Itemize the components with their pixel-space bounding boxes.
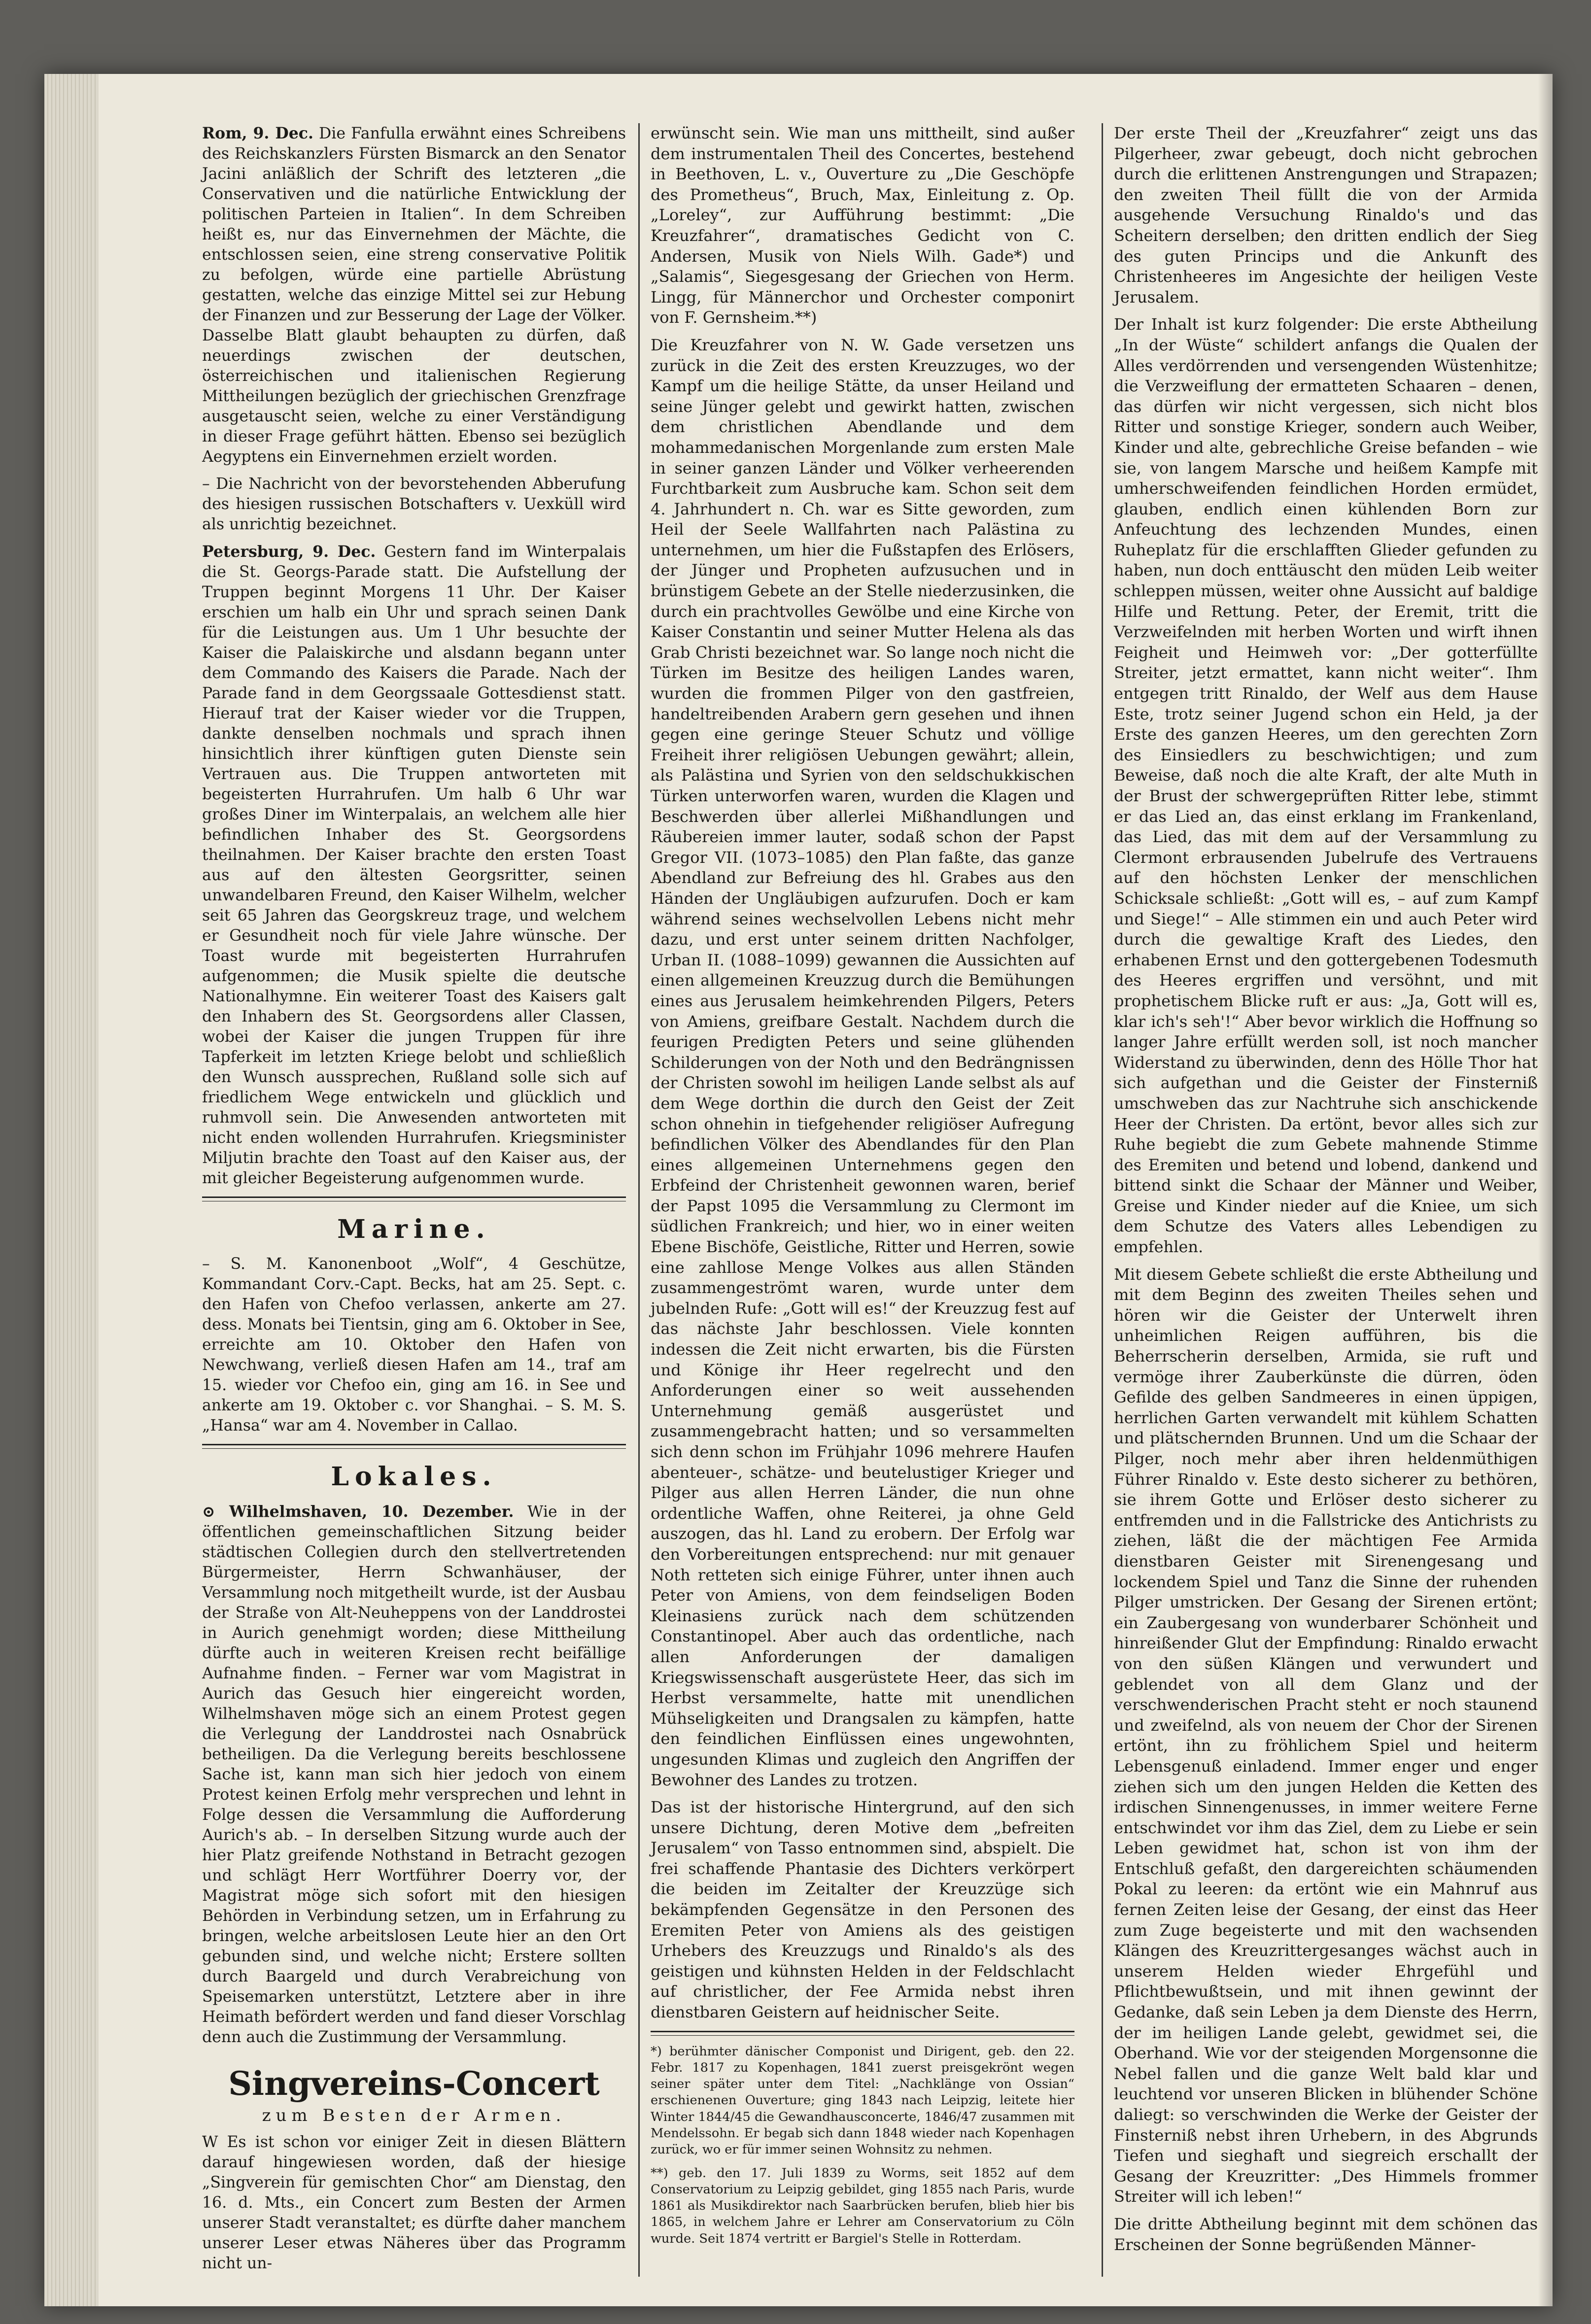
concert-heading: Singvereins-Concert: [228, 2064, 600, 2103]
concert-subheading: zum Besten der Armen.: [262, 2106, 566, 2125]
news-rom: [202, 123, 626, 467]
news-text: Gestern fand im Winterpalais die St. Georgs-Parade statt. Die Aufstellung der Truppen beginnt Morgens 11 Uhr. Der Kaiser erschien um halb ein Uhr und sprach seinen Dank für die Leistungen aus. Um 1 Uhr besuchte der Kaiser die Palaiskirche und alsdann begann unter dem Commando des Kaisers die Parade. Nach der Parade fand in dem Georgssaale Gottesdienst statt. Hierauf trat der Kaiser wieder vor die Truppen, dankte denselben nochmals und sprach ihnen hinsichtlich ihrer künftigen guten Dienste sein Vertrauen aus. Die Truppen antworteten mit begeisterten Hurrahrufen. Um halb 6 Uhr war großes Diner im Winterpalais, an welchem alle hier befindlichen Inhaber des St. Georgsordens theilnahmen. Der Kaiser brachte den ersten Toast aus auf den ältesten Georgsritter, seinen unwandelbaren Freund, den Kaiser Wilhelm, welcher seit 65 Jahren das Georgskreuz trage, und welchem er Gesundheit noch für viele Jahre wünsche. Der Toast wurde mit begeisterten Hurrahrufen aufgenommen; die Musik spielte die deutsche Nationalhymne. Ein weiterer Toast des Kaisers galt den Inhabern des St. Georgsordens aller Classen, wobei der Kaiser die jungen Truppen für ihre Tapferkeit im letzten Kriege belobt und schließlich den Wunsch aussprechen, Rußland solle sich auf friedlichem Wege entwickeln und glücklich und ruhmvoll sein. Die Anwesenden antworteten mit nicht enden wollenden Hurrahrufen. Kriegsminister Miljutin brachte den Toast auf den Kaiser aus, der mit gleicher Begeisterung aufgenommen wurde.: [202, 543, 626, 1187]
concert-program: erwünscht sein. Wie man uns mittheilt, sind außer dem instrumentalen Theil des Concertes, bestehend in Beethoven, L. v., Ouverture zu „Die Geschöpfe des Prometheus“, Bruch, Max, Einleitung z. Op. „Loreley“, zur Aufführung bestimmt: „Die Kreuzfahrer“, dramatisches Gedicht von C. Andersen, Musik von Niels Wilh. Gade*) und „Salamis“, Siegesgesang der Griechen von Herm. Lingg, für Männerchor und Orchester componirt von F. Gernsheim.**): [651, 124, 1074, 327]
dateline-wilhelmshaven: ⊙ Wilhelmshaven, 10. Dezember.: [202, 1503, 514, 1521]
kreuzfahrer-part-2: Mit diesem Gebete schließt die erste Abtheilung und mit dem Beginn des zweiten Theiles sehen und hören wir die Geister der Unterwelt ihren unheimlichen Reigen aufführen, bis die Beherrscherin derselben, Armida, sie ruft und vermöge ihrer Zauberkünste die dürren, öden Gefilde des gelben Sandmeeres in einen üppigen, herrlichen Garten verwandelt mit kühlem Schatten und plätschernden Brunnen. Und um die Schaar der Pilger, noch mehr aber ihren heldenmüthigen Führer Rinaldo v. Este desto sicherer zu bethören, sie ihrem Gotte und Erlöser desto sicherer zu entfremden und in die Fallstricke des Antichrists zu ziehen, läßt die der mächtigen Fee Armida dienstbaren Geister mit Sirenengesang und lockendem Spiel und Tanz die Sinne der ruhenden Pilger umstricken. Der Gesang der Sirenen ertönt; ein Zaubergesang von wunderbarer Schönheit und hinreißender Glut der Empfindung: Rinaldo erwacht von den süßen Klängen und verwundert und geblendet von all dem Glanz und der verschwenderischen Pracht steht er noch staunend und zweifelnd, als von neuem der Chor der Sirenen ertönt, ihn zu fröhlichem Spiel und heiterm Lebensgenuß einladend. Immer enger und enger ziehen sich um den jungen Helden die Ketten des irdischen Sinnengenusses, in immer weitere Ferne entschwindet vor ihm das Ziel, dem zu Liebe er sein Leben gewidmet hat, schon ist von ihm der Entschluß gefaßt, den dargereichten schäumenden Pokal zu leeren: da ertönt wie ein Mahnruf aus fernen Zeiten leise der Gesang, der einst das Heer zum Zuge begeisterte und mit den wachsenden Klängen des Kreuzrittergesanges wächst auch in unserem Helden wieder Ehrgefühl und Pflichtbewußtsein, und mit ihnen gewinnt der Gedanke, daß sein Leben ja dem Dienste des Herrn, der im heiligen Lande gelebt, gewidmet sei, die Oberhand. Wie vor der steigenden Morgensonne die Nebel fallen und die ganze Welt bald klar und leuchtend vor unseren Blicken in blühender Schöne daliegt: so verschwinden die Werke der Geister der Finsterniß nebst ihren Urhebern, in des Abgrunds Tiefen und sieghaft und siegreich erschallt der Gesang der Kreuzritter: „Des Himmels frommer Streiter will ich leben!“: [1114, 1265, 1538, 2206]
kreuzfahrer-part-1: Der Inhalt ist kurz folgender: Die erste Abtheilung „In der Wüste“ schildert anfangs die Qualen der Alles verdörrenden und versengenden Wüstenhitze; die Verzweiflung der ermatteten Schaaren – denen, das dürfen wir nicht vergessen, sich nicht blos Ritter und sonstige Krieger, sondern auch Weiber, Kinder und alte, gebrechliche Greise befanden – wie sie, von langem Marsche und heißem Kampfe mit umherschweifenden feindlichen Horden ermüdet, glauben, endlich einen kühlenden Born zur Anfeuchtung des lechzenden Mundes, einen Ruheplatz für die erschlafften Glieder gefunden zu haben, nun doch enttäuscht den müden Leib weiter schleppen müssen, weiter ohne Aussicht auf baldige Hilfe und Rettung. Peter, der Eremit, tritt die Verzweifelnden mit herben Worten und wirft ihnen Feigheit und Heimweh vor: „Der gotterfüllte Streiter, jetzt ermattet, kann nicht weiter“. Ihm entgegen tritt Rinaldo, der Welf aus dem Hause Este, trotz seiner Jugend schon ein Held, ja der Erste des ganzen Heeres, um den gerechten Zorn des Einsiedlers zu beschwichtigen; und zum Beweise, daß noch die alte Kraft, der alte Muth in der Brust der schwergeprüften Ritter lebe, stimmt er das Lied an, das einst erklang im Frankenland, das Lied, das mit dem auf der Versammlung zu Clermont erbrausenden Jubelrufe des Vertrauens auf den höchsten Lenker der menschlichen Schicksale schließt: „Gott will es, – auf zum Kampf und Siege!“ – Alle stimmen ein und auch Peter wird durch die gewaltige Kraft des Liedes, den erhabenen Ernst und den gottergebenen Todesmuth des Heeres ergriffen und versöhnt, und mit prophetischem Blicke ruft er aus: „Ja, Gott will es, klar ich's seh'!“ Aber bevor wirklich die Hoffnung so langer Jahre erfüllt werden soll, ist noch mancher Widerstand zu überwinden, denn des Hölle Thor hat sich aufgethan und die Geister der Finsterniß umschweben das zur Nachtruhe sich anschickende Heer der Christen. Da ertönt, bevor alles sich zur Ruhe begiebt die zum Gebete mahnende Stimme des Eremiten und betend und lobend, dankend und bittend sinkt die Schaar der Männer und Weiber, Greise und Kinder nieder auf die Kniee, um sich dem Schutze des Vaters alles Lebendigen zu empfehlen.: [1114, 315, 1538, 1257]
footnote-divider: [651, 2031, 1074, 2036]
dateline-rom: Rom, 9. Dec.: [202, 124, 313, 142]
news-wilhelmshaven: [202, 1502, 626, 2048]
kreuzfahrer-parts: Der erste Theil der „Kreuzfahrer“ zeigt uns das Pilgerheer, zwar gebeugt, doch nicht gebrochen durch die erlittenen Anstrengungen und Strapazen; den zweiten Theil füllt die von der Armida ausgehende Versuchung Rinaldo's und das Scheitern derselben; den dritten endlich der Sieg des guten Princips und die Ankunft des Christenheeres im Angesichte der heiligen Veste Jerusalem.: [1114, 124, 1538, 307]
news-rom-2: – Die Nachricht von der bevorstehenden Abberufung des hiesigen russischen Botschafters v. Uexküll wird als unrichtig bezeichnet.: [202, 475, 626, 533]
section-divider: [202, 1444, 626, 1449]
column-rule: [1102, 123, 1103, 2277]
column-2: [651, 123, 1074, 2254]
section-heading-marine: Marine.: [337, 1214, 491, 1244]
news-text: Wie in der öffentlichen gemeinschaftlichen Sitzung beider städtischen Collegien durch den stellvertretenden Bürgermeister, Herrn Schwanhäuser, der Versammlung noch mitgetheilt wurde, ist der Ausbau der Straße von Alt-Neuheppens von der Landdrostei in Aurich genehmigt worden; diese Mittheilung dürfte auch in weiteren Kreisen recht beifällige Aufnahme finden. – Ferner war vom Magistrat in Aurich das Gesuch hier eingereicht worden, Wilhelmshaven möge sich an einem Protest gegen die Verlegung der Landdrostei nach Osnabrück betheiligen. Da die Verlegung bereits beschlossene Sache ist, kann man sich hier jedoch von einem Protest keinen Erfolg mehr versprechen und lehnt in Folge dessen die Versammlung die Aufforderung Aurich's ab. – In derselben Sitzung wurde auch der hier Platz greifende Nothstand in Betracht gezogen und schlägt Herr Wortführer Doerry vor, der Magistrat möge sich sofort mit den hiesigen Behörden in Verbindung setzen, um in Erfahrung zu bringen, welche arbeitslosen Leute hier an den Ort gebunden sind, und welche nicht; Erstere sollten durch Baargeld und durch Verabreichung von Speisemarken unterstützt, Letztere aber in ihre Heimath befördert werden und fand dieser Vorschlag denn auch die Zustimmung der Versammlung.: [202, 1503, 626, 2046]
kreuzfahrer-background: Das ist der historische Hintergrund, auf den sich unsere Dichtung, deren Motive dem „befreiten Jerusalem“ von Tasso entnommen sind, abspielt. Die frei schaffende Phantasie des Dichters verkörpert die beiden im Zeitalter der Kreuzzüge sich bekämpfenden Gegensätze in den Personen des Eremiten Peter von Amiens als des geistigen Urhebers des Kreuzzugs und Rinaldo's als des geistigen und kühnsten Helden in der Feldschlacht auf christlicher, der Fee Armida nebst ihren dienstbaren Geistern auf heidnischer Seite.: [651, 1798, 1074, 2022]
news-petersburg: [202, 542, 626, 1189]
newspaper-page: [44, 74, 1553, 2306]
kreuzfahrer-part-3: Die dritte Abtheilung beginnt mit dem schönen das Erscheinen der Sonne begrüßenden Männer-: [1114, 2214, 1538, 2254]
column-3: [1114, 123, 1538, 2262]
section-heading-lokales: Lokales.: [331, 1462, 497, 1492]
footnote-gernsheim: **) geb. den 17. Juli 1839 zu Worms, seit 1852 auf dem Conservatorium zu Leipzig gebildet, ging 1855 nach Paris, wurde 1861 als Musikdirektor nach Saarbrücken berufen, blieb hier bis 1865, in welchem Jahre er Lehrer am Conservatorium zu Cöln wurde. Seit 1874 vertritt er Bargiel's Stelle in Rotterdam.: [651, 2165, 1074, 2246]
stacked-page-edges: [44, 74, 99, 2306]
marine-text: – S. M. Kanonenboot „Wolf“, 4 Geschütze, Kommandant Corv.-Capt. Becks, hat am 25. Sept. c. den Hafen von Chefoo verlassen, ankerte am 27. dess. Monats bei Tientsin, ging am 6. Oktober in See, erreichte am 10. Oktober den Hafen von Newchwang, verließ diesen Hafen am 14., traf am 15. wieder vor Chefoo ein, ging am 16. in See und ankerte am 19. Oktober c. vor Shanghai. – S. M. S. „Hansa“ war am 4. November in Callao.: [202, 1255, 626, 1435]
dateline-petersburg: Petersburg, 9. Dec.: [202, 543, 376, 561]
column-1: [202, 123, 626, 2281]
news-text: Die Fanfulla erwähnt eines Schreibens des Reichskanzlers Fürsten Bismarck an den Senator Jacini anläßlich der Schrift des letzteren „die Conservativen und die natürliche Entwicklung der politischen Parteien in Italien“. In dem Schreiben heißt es, nur das Einvernehmen der Mächte, die entschlossen seien, eine streng conservative Politik zu befolgen, würde eine partielle Abrüstung gestatten, welche das einzige Mittel sei zur Hebung der Finanzen und zur Besserung der Lage der Völker. Dasselbe Blatt glaubt behaupten zu dürfen, daß neuerdings zwischen der deutschen, österreichischen und italienischen Regierung Mittheilungen bezüglich der griechischen Grenzfrage ausgetauscht seien, welche zu einer Verständigung in dieser Frage geführt hätten. Ebenso sei bezüglich Aegyptens ein Einvernehmen erzielt worden.: [202, 125, 626, 466]
kreuzfahrer-history: Die Kreuzfahrer von N. W. Gade versetzen uns zurück in die Zeit des ersten Kreuzzuges, wo der Kampf um die heilige Stätte, da unser Heiland und seine Jünger gelebt und gewirkt hatten, zwischen dem christlichen Abendlande und dem mohammedanischen Morgenlande zum ersten Male in seiner ganzen Länder und Völker verheerenden Furchtbarkeit zum Ausbruche kam. Schon seit dem 4. Jahrhundert n. Ch. war es Sitte geworden, zum Heil der Seele Wallfahrten nach Palästina zu unternehmen, um hier die Fußstapfen des Erlösers, der Jünger und Propheten aufzusuchen und in brünstigem Gebete an der Stelle niederzusinken, die durch ein prachtvolles Gewölbe und eine Kirche von Kaiser Constantin und seiner Mutter Helena als das Grab Christi bezeichnet war. So lange noch nicht die Türken im Besitze des heiligen Landes waren, wurden die frommen Pilger von den gastfreien, handeltreibenden Arabern gern gesehen und ihnen gegen eine geringe Steuer Schutz und völlige Freiheit ihrer religiösen Uebungen gewährt; allein, als Palästina und Syrien von den seldschukkischen Türken unterworfen waren, wurden die Klagen und Beschwerden über allerlei Mißhandlungen und Räubereien immer lauter, sodaß schon der Papst Gregor VII. (1073–1085) den Plan faßte, das ganze Abendland zur Befreiung des hl. Grabes aus den Händen der Ungläubigen aufzurufen. Doch er kam während seines wechselvollen Lebens nicht mehr dazu, und erst unter seinem dritten Nachfolger, Urban II. (1088–1099) gewannen die Aussichten auf einen allgemeinen Kreuzzug durch die Bemühungen eines aus Jerusalem heimkehrenden Pilgers, Peters von Amiens, greifbare Gestalt. Nachdem durch die feurigen Predigten Peters und seine glühenden Schilderungen von der Noth und den Bedrängnissen der Christen sowohl im heiligen Lande selbst als auf dem Wege dorthin die durch den Geist der Zeit schon ohnehin in tiefgehender religiöser Aufregung befindlichen Völker des Abendlandes für den Plan eines allgemeinen Unternehmens gegen den Erbfeind der Christenheit gewonnen waren, berief der Papst 1095 die Versammlung zu Clermont im südlichen Frankreich; und hier, wo in einer weiten Ebene Bischöfe, Geistliche, Ritter und Herren, sowie eine zahllose Menge Volkes aus allen Ständen zusammengeströmt waren, wurde unter dem jubelnden Rufe: „Gott will es!“ der Kreuzzug fest auf das nächste Jahr beschlossen. Viele konnten indessen die Zeit nicht erwarten, bis die Fürsten und Könige ihr Heer regelrecht und den Anforderungen einer so weit aussehenden Unternehmung gemäß ausgerüstet und zusammengebracht hatten; und so versammelten sich denn schon im Frühjahr 1096 mehrere Haufen abenteuer-, schätze- und beutelustiger Krieger und Pilger aus allen Herren Länder, die nun ohne ordentliche Waffen, ohne Reiterei, ja ohne Geld auszogen, das hl. Land zu erobern. Der Erfolg war den Vorbereitungen entsprechend: nur mit genauer Noth retteten sich einige Führer, unter ihnen auch Peter von Amiens, von dem feindseligen Boden Kleinasiens zurück nach dem schützenden Constantinopel. Aber auch das ordentliche, nach allen Anforderungen der damaligen Kriegswissenschaft ausgerüstete Heer, das sich im Herbst versammelte, hatte mit unendlichen Mühseligkeiten und Drangsalen zu kämpfen, hatte den feindlichen Einflüssen eines ungewohnten, ungesunden Klimas und zugleich den Angriffen der Bewohner des Landes zu trotzen.: [651, 335, 1074, 1789]
page-shadow: [1538, 74, 1553, 2306]
column-rule: [638, 123, 640, 2277]
section-divider: [202, 1196, 626, 1201]
concert-text: W Es ist schon vor einiger Zeit in diesen Blättern darauf hingewiesen worden, daß der hiesige „Singverein für gemischten Chor“ am Dienstag, den 16. d. Mts., ein Concert zum Besten der Armen unserer Stadt veranstaltet; es dürfte daher manchem unserer Leser etwas Näheres über das Programm nicht un-: [202, 2133, 626, 2272]
footnote-gade: *) berühmter dänischer Componist und Dirigent, geb. den 22. Febr. 1817 zu Kopenhagen, 1841 zuerst preisgekrönt wegen seiner später unter dem Titel: „Nachklänge von Ossian“ erschienenen Ouverture; ging 1843 nach Leipzig, leitete hier Winter 1844/45 die Gewandhausconcerte, 1846/47 zusammen mit Mendelssohn. Er begab sich dann 1848 wieder nach Kopenhagen zurück, wo er für immer seinen Wohnsitz zu nehmen.: [651, 2044, 1074, 2157]
